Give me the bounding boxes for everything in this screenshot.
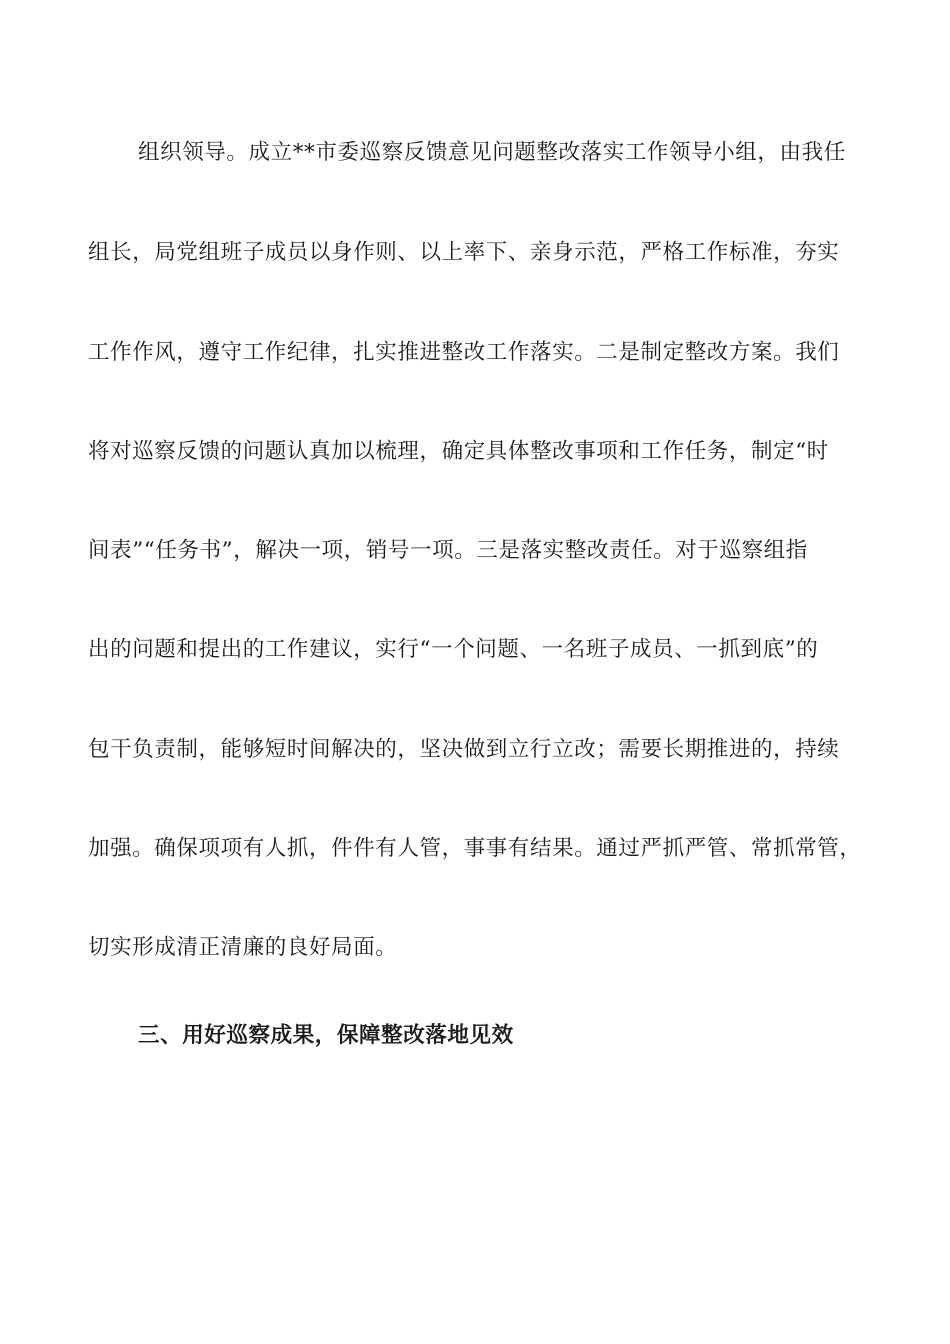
paragraph-line: 出的问题和提出的工作建议，实行“一个问题、一名班子成员、一抓到底”的: [88, 637, 819, 662]
paragraph-line: 组织领导。成立**市委巡察反馈意见问题整改落实工作领导小组，由我任: [138, 140, 846, 165]
paragraph-line: 将对巡察反馈的问题认真加以梳理，确定具体整改事项和工作任务，制定“时: [88, 439, 829, 464]
paragraph-line: 间表”“任务书”，解决一项，销号一项。三是落实整改责任。对于巡察组指: [88, 538, 808, 563]
paragraph-line: 工作作风，遵守工作纪律，扎实推进整改工作落实。二是制定整改方案。我们: [88, 340, 840, 365]
paragraph-line: 切实形成清正清廉的良好局面。: [88, 935, 398, 960]
paragraph-line: 组长，局党组班子成员以身作则、以上率下、亲身示范，严格工作标准，夯实: [88, 240, 840, 265]
paragraph-line: 包干负责制，能够短时间解决的，坚决做到立行立改；需要长期推进的，持续: [88, 737, 840, 762]
section-heading: 三、用好巡察成果，保障整改落地见效: [138, 1023, 514, 1048]
paragraph-line: 加强。确保项项有人抓，件件有人管，事事有结果。通过严抓严管、常抓常管，: [88, 836, 862, 861]
